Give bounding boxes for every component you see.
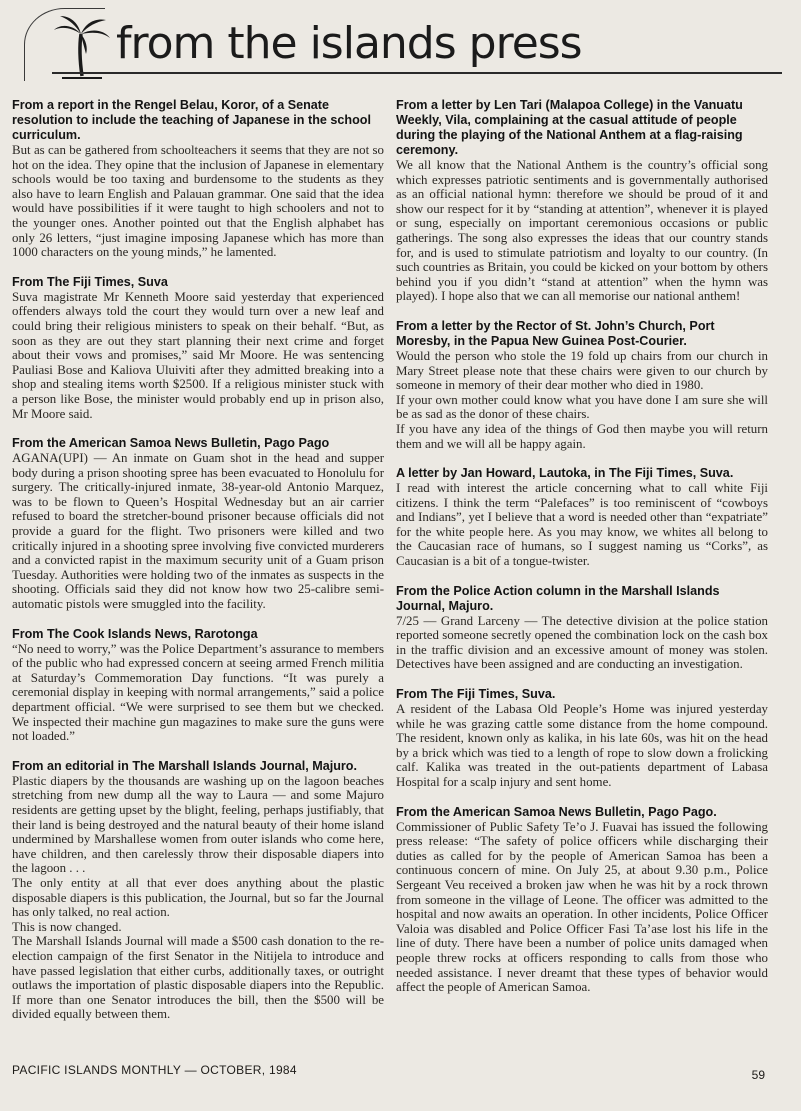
news-item-heading: From a letter by the Rector of St. John’s Church, Port Moresby, in the Papua New Guinea Post-Courier.: [396, 318, 715, 348]
news-item-paragraph: The Marshall Islands Journal will made a $500 cash donation to the re-election campaign of the first Senator in the Nitijela to introduce and have passed legislation that either curbs, additionally taxes, or outright outlaws the importation of plastic disposable diapers into the Republic. If more than one Senator introduces the bill, then the $500 will be divided equally between them.: [12, 934, 384, 1022]
news-item: [12, 627, 384, 744]
news-item: [396, 98, 768, 304]
news-item-paragraph: 7/25 — Grand Larceny — The detective division at the police station reported someone secretly opened the combination lock on the cash box in the traffic division and an excessive amount of money was stolen. Detectives have been assigned and are conducting an investigation.: [396, 613, 768, 672]
news-item: [396, 584, 768, 672]
news-item: [12, 275, 384, 421]
news-item-paragraph: Would the person who stole the 19 fold up chairs from our church in Mary Street please note that these chairs were given to our church by someone in memory of their dear mother who died in 1980.: [396, 348, 768, 393]
news-item-paragraph: Suva magistrate Mr Kenneth Moore said yesterday that experienced offenders always told the court they would turn over a new leaf and could bring their religious ministers to speak on their behalf. “But, as soon as they are out they start planning their next crime and forget about their vows and promises,” said Mr Moore. He was sentencing Pauliasi Bose and Kaliova Uluiviti after they admitted breaking into a shop and stealing items worth $2500. If a religious minister stuck with a person like Bose, the minister would probably end up in prison also, Mr Moore said.: [12, 289, 384, 421]
news-item-paragraph: We all know that the National Anthem is the country’s official song which expresses patriotic sentiments and is governmentally authorised as an official national hymn: therefore we should be proud of it and show our respect for it by “standing at attention”, whenever it is played or sung, especially on important ceremonious occasions or public gatherings. The song also expresses the ideas that our country stands for, and is used to stimulate patriotism and loyalty to our country. (In such countries as Britain, you could be kicked on your bottom by others behind you if you didn’t “stand at attention” when the hymn was played). I hope also that we can all memorise our national anthem!: [396, 158, 768, 304]
news-item-heading: From a report in the Rengel Belau, Koror, of a Senate resolution to include the teaching of Japanese in the school curriculum.: [12, 98, 371, 142]
news-item-paragraph: Plastic diapers by the thousands are washing up on the lagoon beaches stretching from new dump all the way to Laura — and some Majuro residents are getting upset by the blight, feeling, perhaps justifiably, that their land is being destroyed and the natural beauty of their home island undermined by Marshallese women from outer islands who come here, have children, and then carelessly throw their disposable diapers into the lagoon . . .: [12, 773, 384, 876]
news-item: [12, 436, 384, 612]
news-item: [396, 319, 768, 451]
news-item-paragraph: But as can be gathered from schoolteachers it seems that they are not so hot on the idea. They opine that the inclusion of Japanese in elementary schools would be too taxing and burdensome to the students as they also have to learn English and Palauan grammar. One said that the idea would have possibilities if it were taught to high schoolers and not to the younger ones. Another pointed out that the English alphabet has only 26 letters, “just imagine imposing Japanese which has more than 1000 characters on the young minds,” he lamented.: [12, 143, 384, 260]
news-item: [12, 98, 384, 260]
news-item-heading: A letter by Jan Howard, Lautoka, in The Fiji Times, Suva.: [396, 466, 734, 481]
news-item-heading: From the American Samoa News Bulletin, Pago Pago.: [396, 804, 717, 819]
news-item-heading: From a letter by Len Tari (Malapoa College) in the Vanuatu Weekly, Vila, complaining at the casual attitude of people during the playing of the National Anthem at a flag-raising ceremony.: [396, 98, 743, 157]
news-item: [396, 687, 768, 790]
news-item: [12, 759, 384, 1022]
right-column: [396, 98, 768, 1010]
footer-publication: PACIFIC ISLANDS MONTHLY — OCTOBER, 1984: [12, 1063, 297, 1077]
news-item-heading: From The Cook Islands News, Rarotonga: [12, 626, 258, 641]
footer-page-number: 59: [751, 1068, 765, 1082]
palm-tree-icon: [52, 14, 112, 80]
news-item: [396, 805, 768, 995]
news-item-heading: From an editorial in The Marshall Islands Journal, Majuro.: [12, 758, 357, 773]
news-item-paragraph: This is now changed.: [12, 919, 122, 934]
news-item-paragraph: The only entity at all that ever does anything about the plastic disposable diapers is this publication, the Journal, but so far the Journal has only talked, no real action.: [12, 875, 384, 920]
masthead-title: from the islands press: [116, 18, 582, 69]
masthead-rule: [52, 72, 782, 74]
news-item-paragraph: If you have any idea of the things of God then maybe you will return them and we will all be happy again.: [396, 421, 768, 451]
news-item-paragraph: “No need to worry,” was the Police Department’s assurance to members of the public who had expressed concern at seeing armed French militia at Saturday’s Commemoration Day functions. “It was purely a ceremonial display in keeping with normal arrangements,” said a police department official. “We were surprised to see them but we checked. We inspected their machine gun magazines to make sure the guns were not loaded.”: [12, 641, 384, 744]
news-item: [396, 466, 768, 569]
left-column: [12, 98, 384, 1037]
news-item-heading: From The Fiji Times, Suva: [12, 274, 168, 289]
news-item-paragraph: Commissioner of Public Safety Te’o J. Fuavai has issued the following press release: “The safety of police officers while discharging their duties as called for by the people of American Samoa has been a continuous concern of mine. On July 25, at about 9.30 p.m., Police Sergeant Veu received a broken jaw when he was hit by a rock thrown from someone in the village of Leone. The officer was admitted to the hospital and now awaits an operation. In other incidents, Police Officer Valoia was disabled and Police Officer Fasi Ta’ase lost his life in the line of duty. There have been a number of police units damaged when people threw rocks at officers responding to calls from those who needed assistance. I never dreamt that these types of behavior would affect the people of American Samoa.: [396, 819, 768, 995]
news-item-heading: From the Police Action column in the Marshall Islands Journal, Majuro.: [396, 583, 720, 613]
news-item-paragraph: AGANA(UPI) — An inmate on Guam shot in the head and supper body during a prison shooting spree has been evacuated to Honolulu for surgery. The critically-injured inmate, 38-year-old Antonio Marquez, was to be flown to Queen’s Hospital Wednesday but an air carrier refused to board the stretcher-bound prisoner because officials did not provide a guard for the flight. Two prisoners were killed and two critically injured in a shooting spree involving five convicted murderers and a convicted rapist in the maximum security unit of a Guam prison Tuesday. Authorities were holding two of the inmates as suspects in the shooting. Officials said they did not know how two 25-calibre semi-automatic pistols were smuggled into the facility.: [12, 451, 384, 612]
news-item-paragraph: I read with interest the article concerning what to call white Fiji citizens. I think the term “Palefaces” is too reminiscent of “cowboys and Indians”, yet I believe that a word is needed other than “expatriate” for the white people here. As you may know, we whites all belong to the Caucasian race of humans, so I suggest naming us “Corks”, as Caucasian is a bit of a tongue-twister.: [396, 481, 768, 569]
news-item-heading: From the American Samoa News Bulletin, Pago Pago: [12, 436, 330, 451]
news-item-heading: From The Fiji Times, Suva.: [396, 687, 556, 702]
news-item-paragraph: If your own mother could know what you have done I am sure she will be as sad as the donor of these chairs.: [396, 392, 768, 422]
masthead: [12, 6, 782, 86]
news-item-paragraph: A resident of the Labasa Old People’s Home was injured yesterday while he was grazing cattle some distance from the home compound. The resident, known only as kalika, in his late 60s, was hit on the head by a brick which was tied to a length of rope to slow down a frolicking calf. Kalika was treated in the out-patients department of Labasa Hospital for a scalp injury and sent home.: [396, 702, 768, 789]
